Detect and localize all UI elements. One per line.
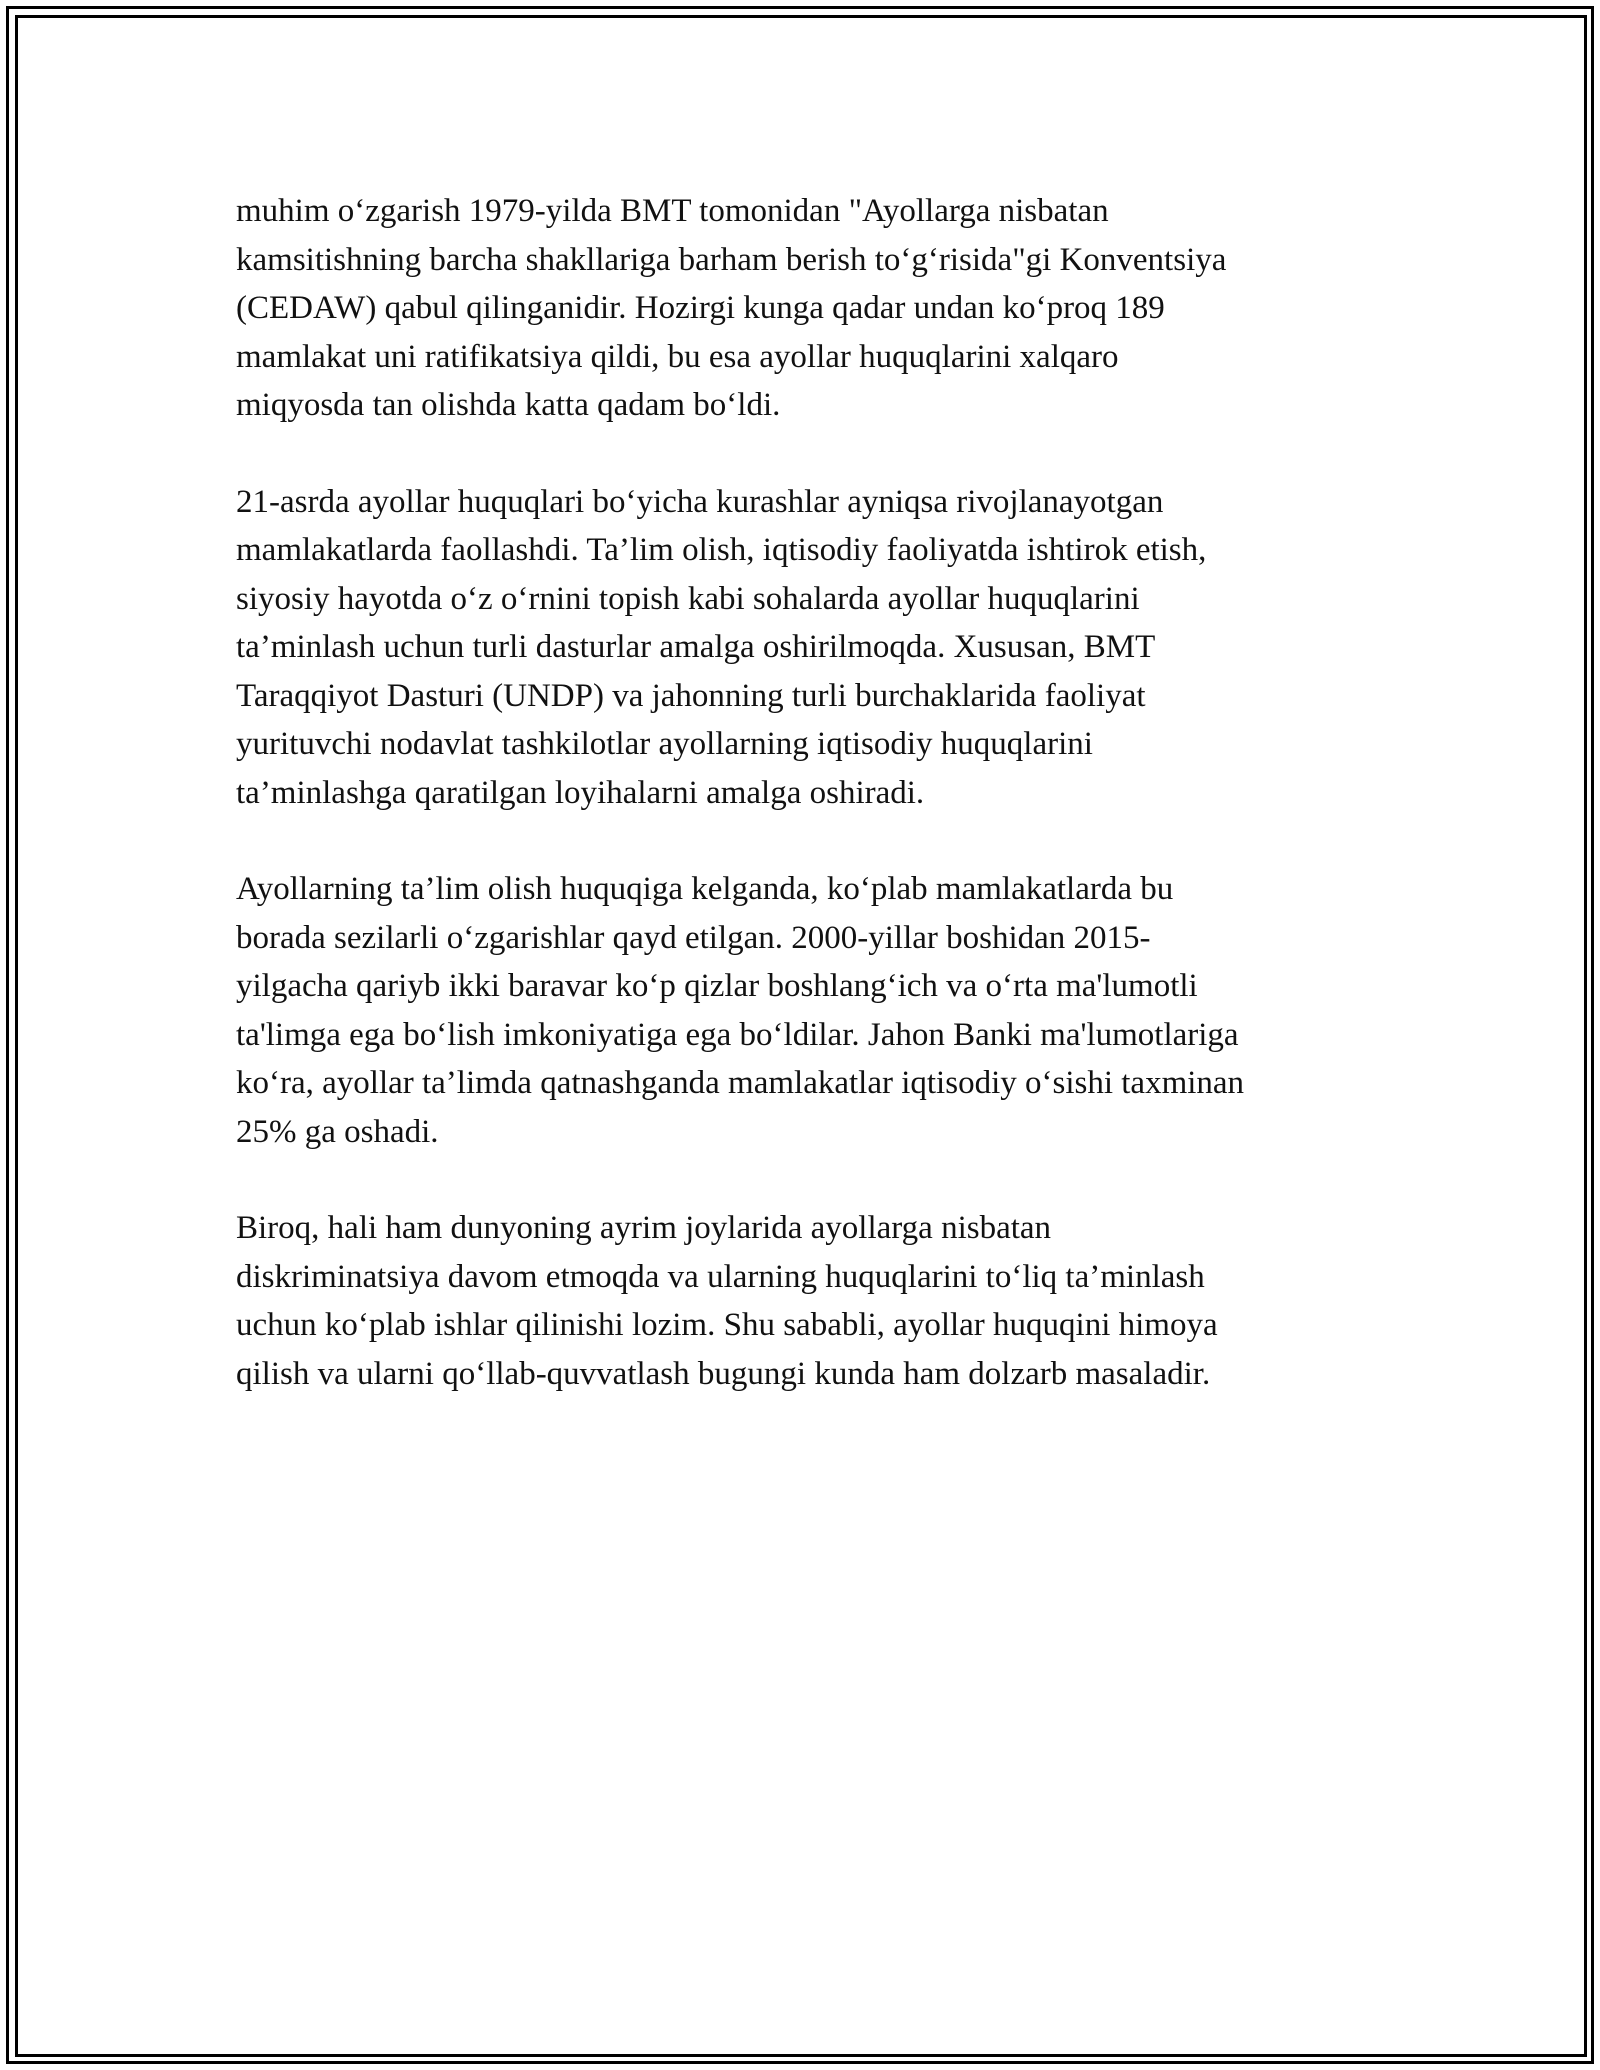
paragraph-21st-century: 21-asrda ayollar huquqlari bo‘yicha kurashlar ayniqsa rivojlanayotgan mamlakatlarda faollashdi. Ta’lim olish, iqtisodiy faoliyatda ishtirok etish, siyosiy hayotda o‘z o‘rnini topish kabi sohalarda ayollar huquqlarini ta’minlash uchun turli dasturlar amalga oshirilmoqda. Xususan, BMT Taraqqiyot Dasturi (UNDP) va jahonning turli burchaklarida faoliyat yurituvchi nodavlat tashkilotlar ayollarning iqtisodiy huquqlarini ta’minlashga qaratilgan loyihalarni amalga oshiradi. (236, 483, 1207, 811)
document-body (236, 187, 1386, 1446)
paragraph-cedaw: muhim o‘zgarish 1979-yilda BMT tomonidan "Ayollarga nisbatan kamsitishning barcha shakllariga barham berish to‘g‘risida"gi Konventsiya (CEDAW) qabul qilinganidir. Hozirgi kunga qadar undan ko‘proq 189 mamlakat uni ratifikatsiya qildi, bu esa ayollar huquqlarini xalqaro miqyosda tan olishda katta qadam bo‘ldi. (236, 193, 1227, 423)
paragraph-education: Ayollarning ta’lim olish huquqiga kelganda, ko‘plab mamlakatlarda bu borada sezilarli o‘zgarishlar qayd etilgan. 2000-yillar boshidan 2015- yilgacha qariyb ikki baravar ko‘p qizlar boshlang‘ich va o‘rta ma'lumotli ta'limga ega bo‘lish imkoniyatiga ega bo‘ldilar. Jahon Banki ma'lumotlariga ko‘ra, ayollar ta’limda qatnashganda mamlakatlar iqtisodiy o‘sishi taxminan 25% ga oshadi. (236, 871, 1245, 1150)
paragraph-conclusion: Biroq, hali ham dunyoning ayrim joylarida ayollarga nisbatan diskriminatsiya davom etmoqda va ularning huquqlarini to‘liq ta’minlash uchun ko‘plab ishlar qilinishi lozim. Shu sababli, ayollar huquqini himoya qilish va ularni qo‘llab-quvvatlash bugungi kunda ham dolzarb masaladir. (236, 1210, 1218, 1392)
